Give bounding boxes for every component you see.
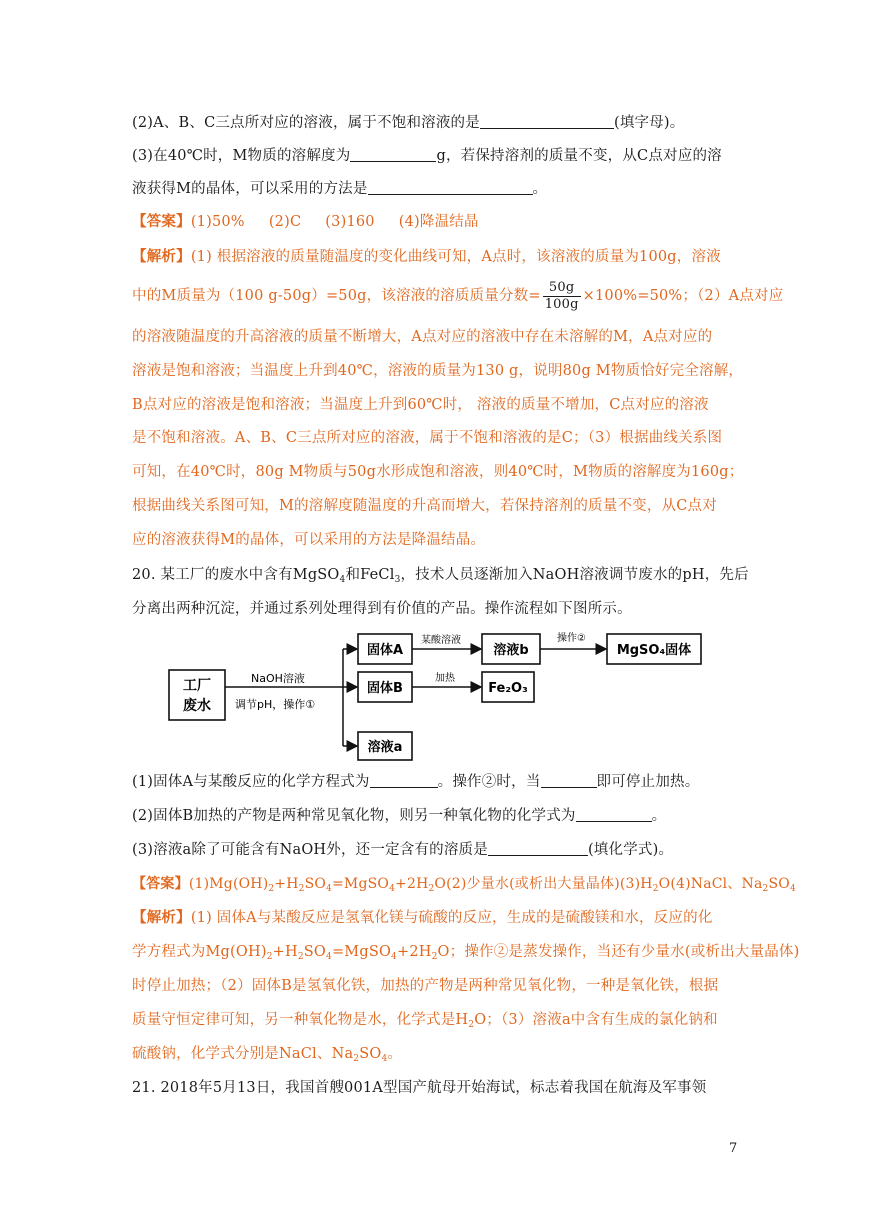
answer-blank bbox=[368, 180, 533, 195]
q19-analysis-line1: 【解析】(1) 根据溶液的质量随温度的变化曲线可知，A点时，该溶液的质量为100g，溶液 bbox=[132, 248, 721, 265]
q19-analysis-line4: 溶液是饱和溶液；当温度上升到40℃，溶液的质量为130 g，说明80g M物质恰好完全溶解， bbox=[132, 363, 744, 379]
q19-analysis-line9: 应的溶液获得M的晶体，可以采用的方法是降温结晶。 bbox=[132, 532, 486, 548]
q19-answer: 【答案】(1)50% (2)C (3)160 (4)降温结晶 bbox=[132, 213, 479, 230]
heat-label: 加热 bbox=[435, 673, 455, 684]
solid-b-label: 固体B bbox=[367, 681, 403, 696]
process-flow-diagram bbox=[165, 628, 705, 764]
solution-b-label: 溶液b bbox=[493, 643, 529, 658]
q19-analysis-line6: 是不饱和溶液。A、B、C三点所对应的溶液，属于不饱和溶液的是C；（3）根据曲线关系图 bbox=[132, 430, 723, 446]
answer-blank bbox=[488, 841, 588, 856]
q20-analysis-line1: 【解析】(1) 固体A与某酸反应是氢氧化镁与硫酸的反应，生成的是硫酸镁和水，反应的化 bbox=[132, 909, 713, 926]
answer-blank bbox=[370, 773, 438, 788]
naoh-label: NaOH溶液 bbox=[251, 672, 305, 685]
fe2o3-label: Fe₂O₃ bbox=[488, 681, 528, 696]
q20-stem-line2: 分离出两种沉淀，并通过系列处理得到有价值的产品。操作流程如下图所示。 bbox=[132, 601, 632, 617]
q20-stem-line1: 20. 某工厂的废水中含有MgSO$_4$和FeCl$_3$，技术人员逐渐加入NaOH溶液调节废水的pH，先后 bbox=[132, 567, 749, 585]
q19-part2: (2)A、B、C三点所对应的溶液，属于不饱和溶液的是 (填字母)。 bbox=[132, 115, 685, 131]
answer-blank bbox=[576, 807, 652, 822]
q19-analysis-line3: 的溶液随温度的升高溶液的质量不断增大，A点对应的溶液中存在未溶解的M，A点对应的 bbox=[132, 329, 713, 345]
op2-label: 操作② bbox=[557, 633, 586, 644]
q20-answer: 【答案】$(1)Mg(OH)_2+H_2SO_4=MgSO_4+2H_2O(2)$少量水(或析出大量晶体)$(3)H_2O(4)NaCl$、$Na_2SO_4$ bbox=[132, 876, 796, 894]
q20-part3: (3)溶液a除了可能含有NaOH外，还一定含有的溶质是 (填化学式)。 bbox=[132, 842, 674, 858]
q20-analysis-line3: 时停止加热；（2）固体B是氢氧化铁，加热的产物是两种常见氧化物，一种是氧化铁，根据 bbox=[132, 978, 719, 994]
solid-a-label: 固体A bbox=[366, 643, 404, 658]
factory-label: 工厂 bbox=[183, 678, 211, 694]
adjust-ph-label: 调节pH，操作① bbox=[235, 698, 316, 711]
q19-analysis-line5: B点对应的溶液是饱和溶液；当温度上升到60℃时， 溶液的质量不增加，C点对应的溶液 bbox=[132, 397, 709, 413]
q19-analysis-line2: 中的M质量为（100 g-50g）=50g，该溶液的溶质质量分数= $\frac{50g}{100g}$ ×100%=50%；（2）A点对应 bbox=[132, 279, 784, 312]
q20-part1: (1)固体A与某酸反应的化学方程式为 。操作②时，当 即可停止加热。 bbox=[132, 774, 700, 790]
answer-blank bbox=[541, 773, 597, 788]
q20-analysis-line4: 质量守恒定律可知，另一种氧化物是水，化学式是$H_2O$；（3）溶液a中含有生成的氯化钠和 bbox=[132, 1012, 718, 1030]
q20-part2: (2)固体B加热的产物是两种常见氧化物，则另一种氧化物的化学式为 。 bbox=[132, 808, 667, 824]
waste-label: 废水 bbox=[183, 698, 211, 714]
fraction: $\frac{50g}{100g}$ bbox=[544, 279, 579, 312]
q21-stem: 21. 2018年5月13日，我国首艘001A型国产航母开始海试，标志着我国在航海及军事领 bbox=[132, 1080, 707, 1096]
q19-part3-line1: (3)在40℃时，M物质的溶解度为 g，若保持溶剂的质量不变，从C点对应的溶 bbox=[132, 148, 722, 164]
solution-a-label: 溶液a bbox=[367, 740, 403, 755]
answer-blank bbox=[480, 114, 614, 129]
q19-analysis-line7: 可知，在40℃时，80g M物质与50g水形成饱和溶液，则40℃时，M物质的溶解度为160g； bbox=[132, 464, 744, 480]
q19-part3-line2: 液获得M的晶体，可以采用的方法是 。 bbox=[132, 181, 548, 197]
page-number: 7 bbox=[729, 1141, 738, 1156]
mgso4-label: MgSO₄固体 bbox=[616, 643, 692, 658]
q20-analysis-line2: 学方程式为$Mg(OH)_2+H_2SO_4=MgSO_4+2H_2O$；操作②是蒸发操作，当还有少量水(或析出大量晶体) bbox=[132, 944, 800, 962]
q20-analysis-line5: 硫酸钠，化学式分别是NaCl、$Na_2SO_4$。 bbox=[132, 1046, 403, 1064]
acid-label: 某酸溶液 bbox=[421, 635, 461, 646]
answer-blank bbox=[350, 147, 436, 162]
q19-analysis-line8: 根据曲线关系图可知，M的溶解度随温度的升高而增大，若保持溶剂的质量不变，从C点对 bbox=[132, 498, 717, 514]
